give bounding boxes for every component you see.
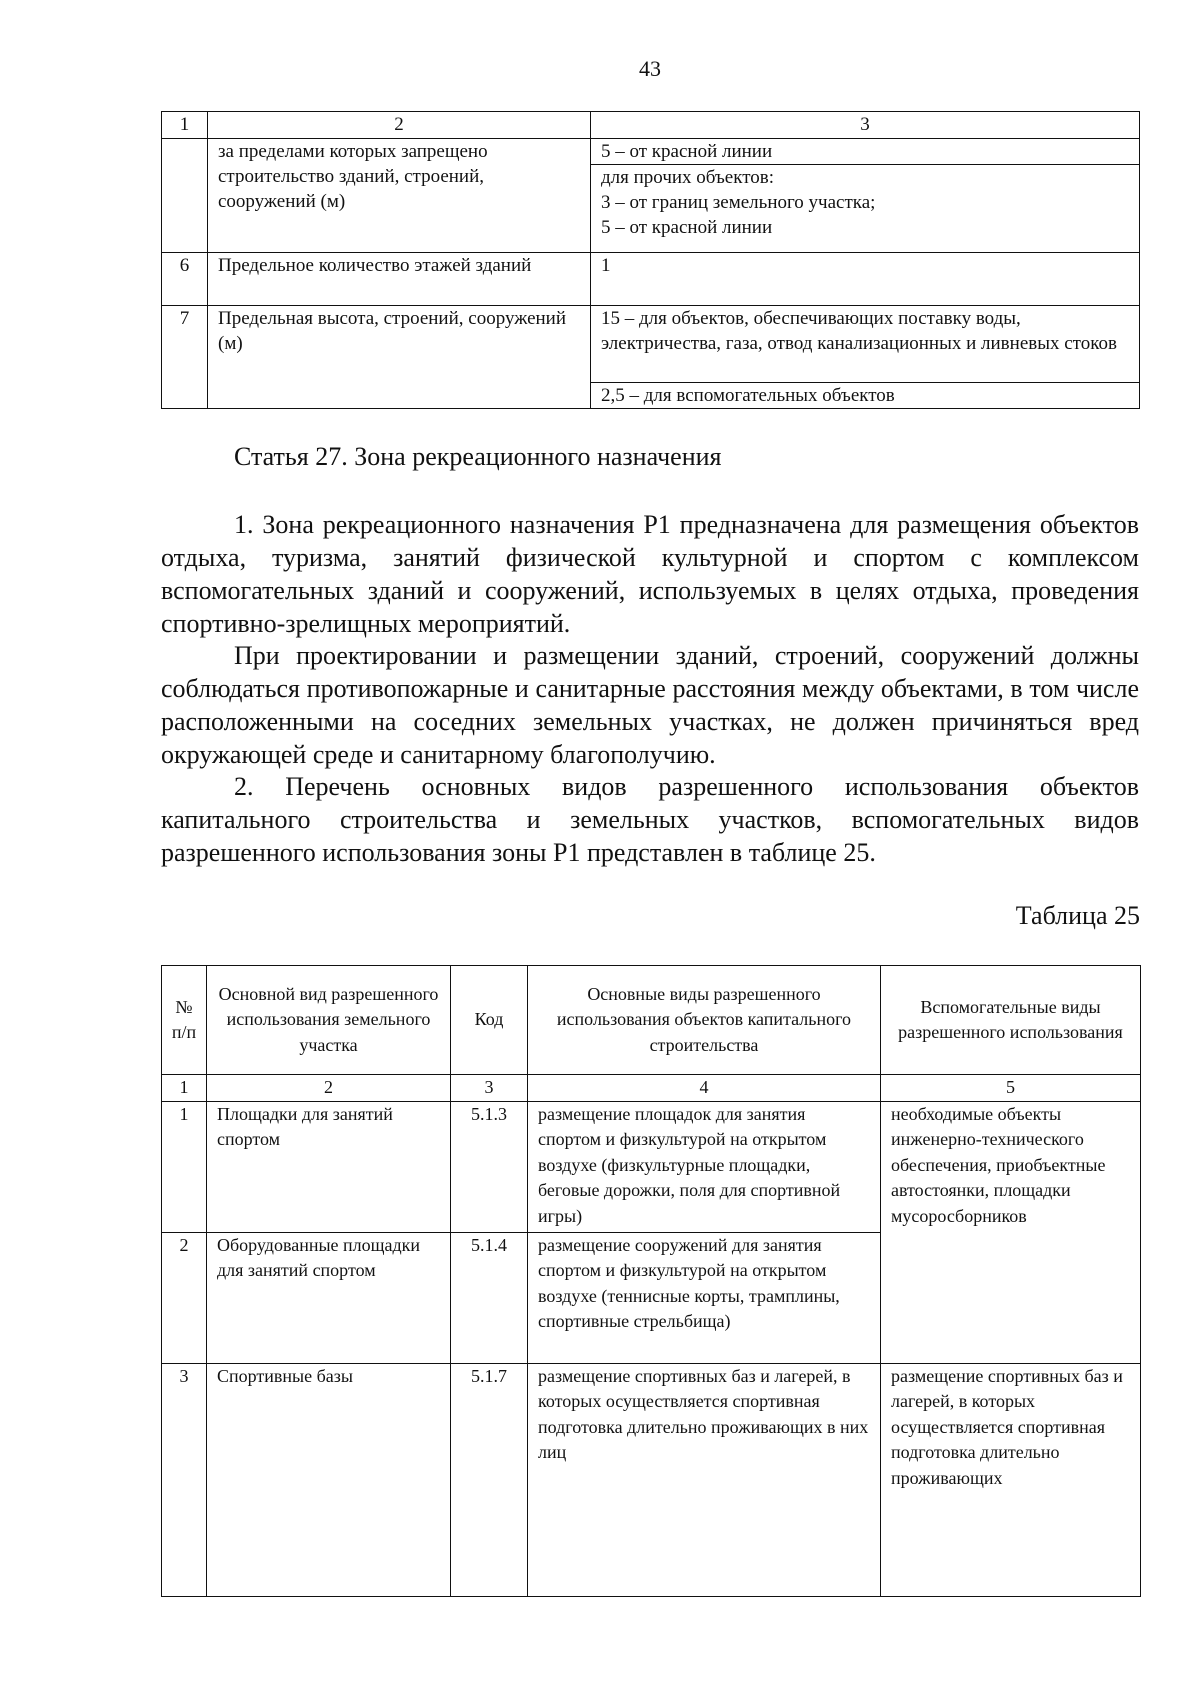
value-cell — [591, 139, 1140, 253]
auxiliary-uses: размещение спортивных баз и лагерей, в которых осуществляется спортивная подготовка длительно проживающих — [881, 1363, 1141, 1596]
column-header: Основные виды разрешенного использования объектов капитального строительства — [528, 966, 881, 1075]
column-number: 5 — [881, 1075, 1141, 1102]
row-number: 7 — [162, 306, 208, 409]
row-number: 1 — [162, 1101, 207, 1232]
capital-objects-uses: размещение сооружений для занятия спортом и физкультурой на открытом воздухе (теннисные корты, трамплины, спортивные стрельбища) — [528, 1232, 881, 1363]
page-number: 43 — [639, 56, 661, 81]
column-header: Код — [451, 966, 528, 1075]
table-row — [162, 139, 1140, 253]
land-use-kind: Площадки для занятий спортом — [207, 1101, 451, 1232]
table-row — [162, 306, 1140, 409]
column-number-3: 3 — [591, 112, 1140, 139]
row-number: 3 — [162, 1363, 207, 1596]
column-number-row — [162, 1075, 1141, 1102]
use-code: 5.1.4 — [451, 1232, 528, 1363]
paragraph: 2. Перечень основных видов разрешенного использования объектов капитального строительства и земельных участков, вспомогательных видов разрешенного использования зоны Р1 представлен в таблице 25. — [161, 772, 1139, 867]
value-line: для прочих объектов: 3 – от границ земельного участка; 5 – от красной линии — [601, 167, 876, 238]
value-line: 15 – для объектов, обеспечивающих поставку воды, электричества, газа, отвод канализационных и ливневых стоков — [591, 306, 1139, 383]
column-number: 3 — [451, 1075, 528, 1102]
column-header: Основной вид разрешенного использования земельного участка — [207, 966, 451, 1075]
table-caption: Таблица 25 — [1015, 901, 1140, 930]
parameter-cell: за пределами которых запрещено строительство зданий, строений, сооружений (м) — [208, 139, 591, 253]
use-code: 5.1.7 — [451, 1363, 528, 1596]
column-header: № п/п — [162, 966, 207, 1075]
capital-objects-uses: размещение площадок для занятия спортом и физкультурой на открытом воздухе (физкультурные площадки, беговые дорожки, поля для спортивной игры) — [528, 1101, 881, 1232]
table-row — [162, 1101, 1141, 1232]
continuation-table — [161, 111, 1140, 409]
value-line: 5 – от красной линии — [591, 139, 1139, 165]
row-number: 6 — [162, 253, 208, 306]
land-use-kind: Оборудованные площадки для занятий спортом — [207, 1232, 451, 1363]
value-cell — [591, 306, 1140, 409]
table-header-row — [162, 112, 1140, 139]
table-row — [162, 253, 1140, 306]
parameter-cell: Предельное количество этажей зданий — [208, 253, 591, 306]
auxiliary-uses: необходимые объекты инженерно-технического обеспечения, приобъектные автостоянки, площадки мусоросборников — [881, 1101, 1141, 1363]
column-header: Вспомогательные виды разрешенного использования — [881, 966, 1141, 1075]
column-number-1: 1 — [162, 112, 208, 139]
table-header-row — [162, 966, 1141, 1075]
value-cell: 1 — [591, 253, 1140, 306]
use-code: 5.1.3 — [451, 1101, 528, 1232]
land-use-kind: Спортивные базы — [207, 1363, 451, 1596]
column-number-2: 2 — [208, 112, 591, 139]
row-number — [162, 139, 208, 253]
capital-objects-uses: размещение спортивных баз и лагерей, в которых осуществляется спортивная подготовка длительно проживающих в них лиц — [528, 1363, 881, 1596]
value-line: 2,5 – для вспомогательных объектов — [601, 385, 895, 406]
row-number: 2 — [162, 1232, 207, 1363]
column-number: 4 — [528, 1075, 881, 1102]
parameter-cell: Предельная высота, строений, сооружений (м) — [208, 306, 591, 409]
column-number: 1 — [162, 1075, 207, 1102]
paragraph: При проектировании и размещении зданий, строений, сооружений должны соблюдаться противопожарные и санитарные расстояния между объектами, в том числе расположенными на соседних земельных участках, не должен причиняться вред окружающей среде и санитарному благополучию. — [161, 641, 1139, 769]
column-number: 2 — [207, 1075, 451, 1102]
paragraph: 1. Зона рекреационного назначения Р1 предназначена для размещения объектов отдыха, туризма, занятий физической культурной и спортом с комплексом вспомогательных зданий и сооружений, используемых в целях отдыха, проведения спортивно-зрелищных мероприятий. — [161, 510, 1139, 638]
zoning-table — [161, 965, 1141, 1597]
article-heading: Статья 27. Зона рекреационного назначения — [234, 442, 722, 471]
table-row — [162, 1363, 1141, 1596]
